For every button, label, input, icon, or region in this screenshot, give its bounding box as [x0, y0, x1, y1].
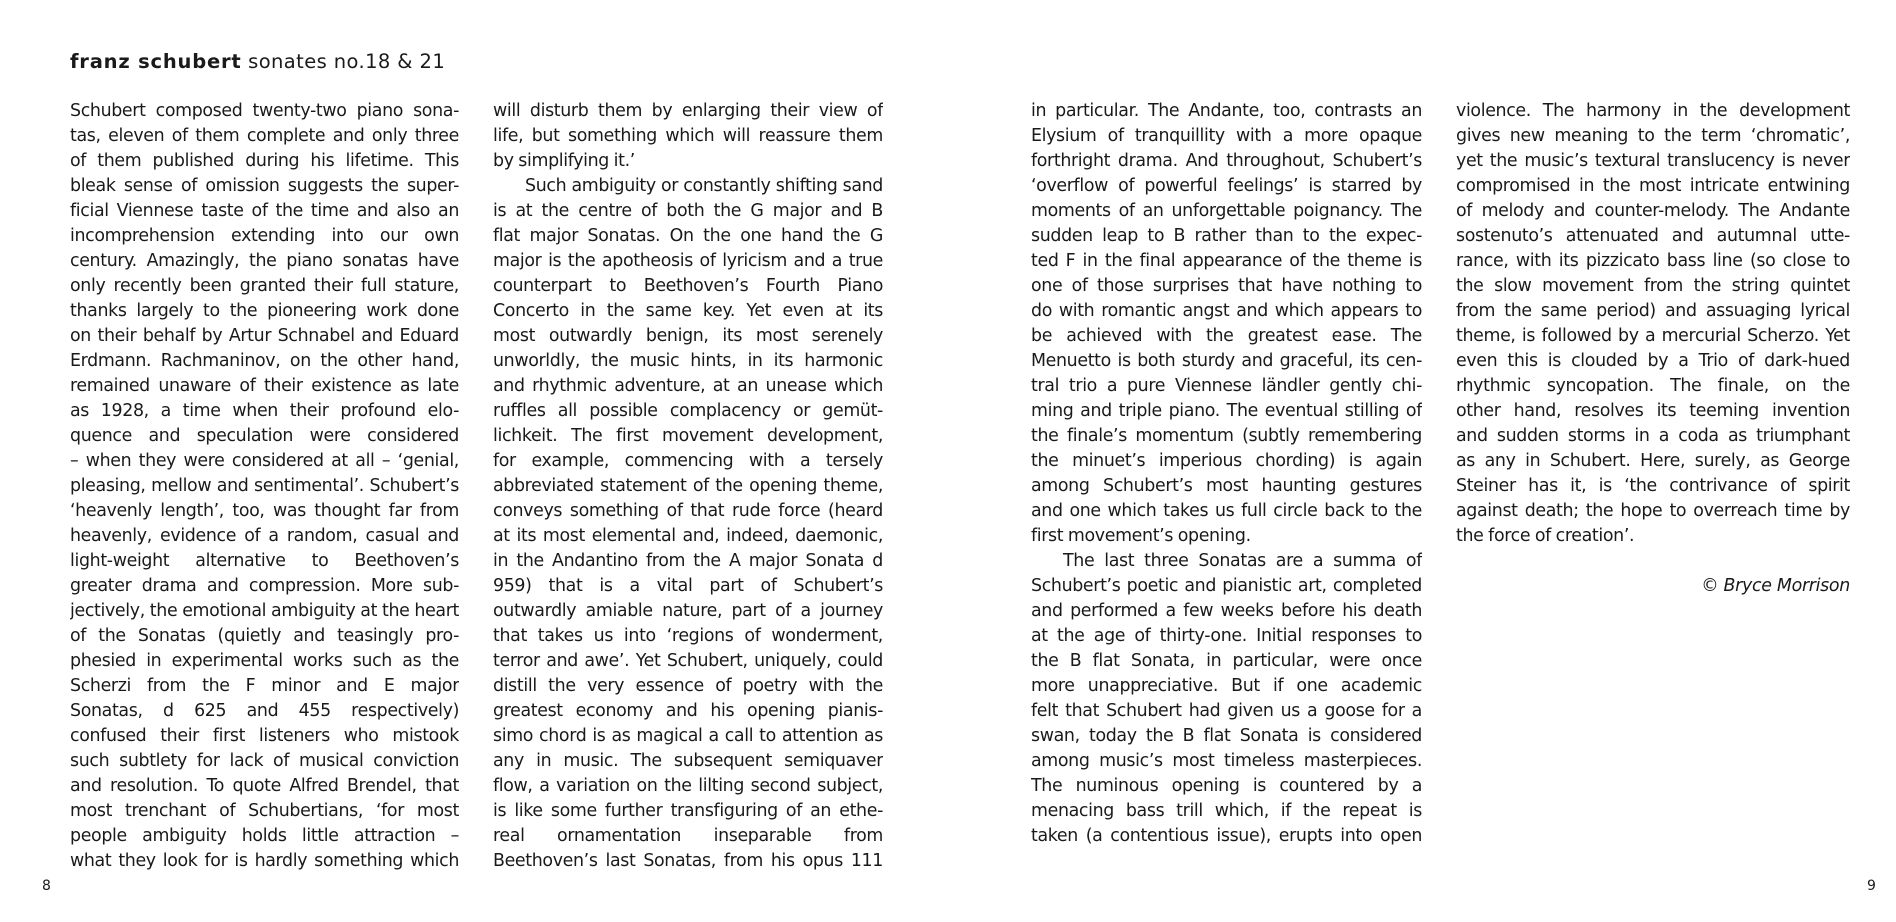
text-line: Steiner has it, is ‘the contrivance of spirit	[1456, 476, 1850, 496]
text-line: rhythmic syncopation. The finale, on the	[1456, 376, 1850, 396]
text-line: gives new meaning to the term ‘chromatic’,	[1456, 126, 1850, 146]
text-line: flow, a variation on the lilting second subject,	[493, 776, 883, 796]
text-line: moments of an unforgettable poignancy. The	[1031, 201, 1422, 221]
text-line: felt that Schubert had given us a goose for a	[1031, 701, 1422, 721]
text-line: simo chord is as magical a call to attention as	[493, 726, 883, 746]
text-line: first movement’s opening.	[1031, 526, 1251, 546]
paragraph-start-line: The last three Sonatas are a summa of	[1063, 551, 1422, 571]
author-signature: © Bryce Morrison	[1701, 576, 1850, 596]
text-line: tral trio a pure Viennese ländler gently chi-	[1031, 376, 1422, 396]
text-column-2	[493, 99, 883, 874]
page-header	[70, 50, 445, 73]
text-line: century. Amazingly, the piano sonatas have	[70, 251, 459, 271]
text-line: flat major Sonatas. On the one hand the G	[493, 226, 883, 246]
text-line: Concerto in the same key. Yet even at its	[493, 301, 883, 321]
text-line: that takes us into ‘regions of wonderment,	[493, 626, 883, 646]
text-line: ficial Viennese taste of the time and also an	[70, 201, 459, 221]
text-line: the finale’s momentum (subtly remembering	[1031, 426, 1422, 446]
text-line: at its most elemental and, indeed, daemonic,	[493, 526, 883, 546]
text-line: one of those surprises that have nothing to	[1031, 276, 1422, 296]
text-line: such subtlety for lack of musical conviction	[70, 751, 459, 771]
text-line: quence and speculation were considered	[70, 426, 459, 446]
text-line: on their behalf by Artur Schnabel and Eduard	[70, 326, 459, 346]
text-line: lichkeit. The first movement development,	[493, 426, 883, 446]
text-line: of melody and counter-melody. The Andante	[1456, 201, 1850, 221]
composer-name: franz schubert	[70, 50, 242, 73]
text-line: The numinous opening is countered by a	[1031, 776, 1422, 796]
text-line: bleak sense of omission suggests the super-	[70, 176, 459, 196]
text-line: Scherzi from the F minor and E major	[70, 676, 459, 696]
text-line: and resolution. To quote Alfred Brendel, that	[70, 776, 459, 796]
text-line: the force of creation’.	[1456, 526, 1635, 546]
text-column-3	[1031, 99, 1422, 849]
text-line: even this is clouded by a Trio of dark-hued	[1456, 351, 1850, 371]
text-line: light-weight alternative to Beethoven’s	[70, 551, 459, 571]
text-line: what they look for is hardly something which	[70, 851, 459, 871]
paragraph-start-line: Such ambiguity or constantly shifting sand	[525, 176, 883, 196]
text-line: the minuet’s imperious chording) is again	[1031, 451, 1422, 471]
text-line: confused their first listeners who mistook	[70, 726, 459, 746]
text-line: Erdmann. Rachmaninov, on the other hand,	[70, 351, 459, 371]
text-line: Beethoven’s last Sonatas, from his opus 111	[493, 851, 883, 871]
text-line: yet the music’s textural translucency is never	[1456, 151, 1850, 171]
text-line: violence. The harmony in the development	[1456, 101, 1850, 121]
text-line: is like some further transfiguring of an ethe-	[493, 801, 883, 821]
text-line: rance, with its pizzicato bass line (so close to	[1456, 251, 1850, 271]
text-line: the slow movement from the string quintet	[1456, 276, 1850, 296]
text-line: abbreviated statement of the opening theme,	[493, 476, 883, 496]
text-line: only recently been granted their full stature,	[70, 276, 459, 296]
text-line: greatest economy and his opening pianis-	[493, 701, 883, 721]
text-line: theme, is followed by a mercurial Scherzo. Yet	[1456, 326, 1850, 346]
text-line: Schubert composed twenty-two piano sona-	[70, 101, 459, 121]
text-line: among music’s most timeless masterpieces.	[1031, 751, 1422, 771]
text-line: and one which takes us full circle back to the	[1031, 501, 1422, 521]
text-line: phesied in experimental works such as the	[70, 651, 459, 671]
text-line: be achieved with the greatest ease. The	[1031, 326, 1422, 346]
text-line: Sonatas, d 625 and 455 respectively)	[70, 701, 459, 721]
text-line: ‘overflow of powerful feelings’ is starred by	[1031, 176, 1422, 196]
text-line: Schubert’s poetic and pianistic art, completed	[1031, 576, 1422, 596]
text-line: taken (a contentious issue), erupts into open	[1031, 826, 1422, 846]
album-title: sonates no.18 & 21	[248, 50, 446, 73]
text-column-4	[1456, 99, 1850, 599]
text-line: from the same period) and assuaging lyrical	[1456, 301, 1850, 321]
text-line: terror and awe’. Yet Schubert, uniquely, could	[493, 651, 883, 671]
text-line: other hand, resolves its teeming invention	[1456, 401, 1850, 421]
text-line: is at the centre of both the G major and B	[493, 201, 883, 221]
text-line: Menuetto is both sturdy and graceful, its cen-	[1031, 351, 1422, 371]
text-line: for example, commencing with a tersely	[493, 451, 883, 471]
text-line: incomprehension extending into our own	[70, 226, 459, 246]
text-line: remained unaware of their existence as late	[70, 376, 459, 396]
text-line: jectively, the emotional ambiguity at the heart	[70, 601, 459, 621]
text-line: do with romantic angst and which appears to	[1031, 301, 1422, 321]
text-line: most trenchant of Schubertians, ‘for most	[70, 801, 459, 821]
text-line: conveys something of that rude force (heard	[493, 501, 883, 521]
text-line: and performed a few weeks before his death	[1031, 601, 1422, 621]
text-line: sudden leap to B rather than to the expec-	[1031, 226, 1422, 246]
text-line: in the Andantino from the A major Sonata d	[493, 551, 883, 571]
text-line: major is the apotheosis of lyricism and a true	[493, 251, 883, 271]
text-column-1	[70, 99, 459, 874]
text-line: and rhythmic adventure, at an unease which	[493, 376, 883, 396]
text-line: against death; the hope to overreach time by	[1456, 501, 1850, 521]
text-line: 959) that is a vital part of Schubert’s	[493, 576, 883, 596]
text-line: thanks largely to the pioneering work done	[70, 301, 459, 321]
page-number-right: 9	[1867, 878, 1876, 894]
text-line: at the age of thirty-one. Initial responses to	[1031, 626, 1422, 646]
spacer	[1456, 549, 1850, 574]
text-line: unworldly, the music hints, in its harmonic	[493, 351, 883, 371]
text-line: outwardly amiable nature, part of a journey	[493, 601, 883, 621]
text-line: of the Sonatas (quietly and teasingly pro-	[70, 626, 459, 646]
text-line: people ambiguity holds little attraction –	[70, 826, 459, 846]
text-line: ‘heavenly length’, too, was thought far from	[70, 501, 459, 521]
text-line: more unappreciative. But if one academic	[1031, 676, 1422, 696]
text-line: compromised in the most intricate entwining	[1456, 176, 1850, 196]
text-line: as 1928, a time when their profound elo-	[70, 401, 459, 421]
text-line: tas, eleven of them complete and only three	[70, 126, 459, 146]
text-line: by simplifying it.’	[493, 151, 635, 171]
text-line: ruffles all possible complacency or gemüt-	[493, 401, 883, 421]
text-line: ted F in the final appearance of the theme is	[1031, 251, 1422, 271]
text-line: ming and triple piano. The eventual stilling of	[1031, 401, 1422, 421]
text-line: pleasing, mellow and sentimental’. Schubert’s	[70, 476, 459, 496]
text-line: greater drama and compression. More sub-	[70, 576, 459, 596]
text-line: sostenuto’s attenuated and autumnal utte-	[1456, 226, 1850, 246]
text-line: and sudden storms in a coda as triumphant	[1456, 426, 1850, 446]
text-line: life, but something which will reassure them	[493, 126, 883, 146]
text-line: in particular. The Andante, too, contrasts an	[1031, 101, 1422, 121]
text-line: forthright drama. And throughout, Schubert’s	[1031, 151, 1422, 171]
text-line: the B flat Sonata, in particular, were once	[1031, 651, 1422, 671]
text-line: menacing bass trill which, if the repeat is	[1031, 801, 1422, 821]
text-line: Elysium of tranquillity with a more opaque	[1031, 126, 1422, 146]
text-line: swan, today the B flat Sonata is considered	[1031, 726, 1422, 746]
page-number-left: 8	[42, 878, 51, 894]
text-line: counterpart to Beethoven’s Fourth Piano	[493, 276, 883, 296]
text-line: – when they were considered at all – ‘genial,	[70, 451, 459, 471]
text-line: real ornamentation inseparable from	[493, 826, 883, 846]
text-line: heavenly, evidence of a random, casual and	[70, 526, 459, 546]
text-line: will disturb them by enlarging their view of	[493, 101, 883, 121]
text-line: distill the very essence of poetry with the	[493, 676, 883, 696]
text-line: any in music. The subsequent semiquaver	[493, 751, 883, 771]
text-line: most outwardly benign, its most serenely	[493, 326, 883, 346]
text-line: as any in Schubert. Here, surely, as George	[1456, 451, 1850, 471]
text-line: among Schubert’s most haunting gestures	[1031, 476, 1422, 496]
text-line: of them published during his lifetime. This	[70, 151, 459, 171]
